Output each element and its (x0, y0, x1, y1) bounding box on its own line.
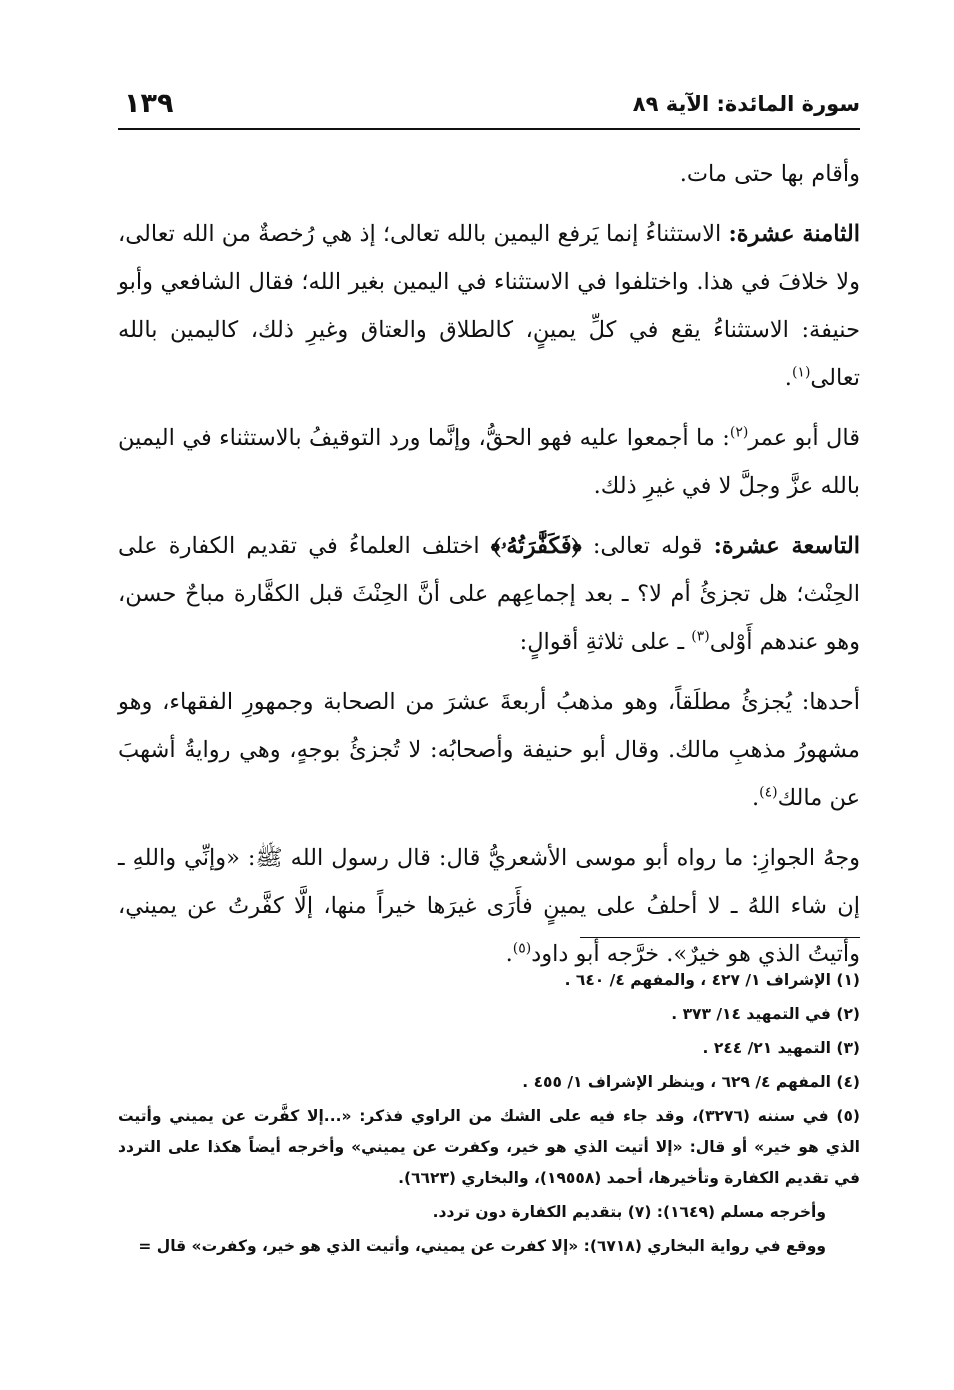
main-text (118, 150, 860, 990)
footnotes-section (118, 965, 860, 1265)
footnote-4: (٤) المفهم ٤/ ٦٢٩ ، وينظر الإشراف ١/ ٤٥٥ . (522, 1073, 860, 1091)
paragraph-text: وجهُ الجوازِ: ما رواه أبو موسى الأشعريُّ قال: قال رسول الله ﷺ: «وإنِّي واللهِ ـ إن شاء اللهُ ـ لا أحلفُ على يمينٍ فأَرَى غيرَها خيراً منها، إلَّا كفَّرتُ عن يميني، وأتيتُ الذي هو خيرٌ». خرَّجه أبو داود (118, 845, 860, 967)
footnote-ref[interactable]: (٤) (759, 784, 778, 801)
section-heading: الثامنة عشرة: (728, 221, 860, 247)
running-title: سورة المائدة: الآية ٨٩ (632, 92, 860, 116)
paragraph-text: قوله تعالى: (581, 533, 714, 559)
page-number: ١٣٩ (124, 88, 174, 119)
footnote-ref[interactable]: (٥) (512, 940, 532, 957)
paragraph-continuation (118, 150, 860, 198)
paragraph-text-continued: اختلف العلماءُ في تقديم الكفارة على الحِنْث؛ هل تجزئُ أم لا؟ ـ بعد إجماعِهم على أنَّ الحِنْثَ قبل الكفَّارة مباحٌ حسن، وهو عندهم أَوْلى (118, 533, 860, 655)
footnote-ref[interactable]: (٢) (729, 424, 749, 441)
paragraph-nineteenth (118, 522, 860, 666)
section-heading: التاسعة عشرة: (713, 533, 860, 559)
quran-quote: ﴿فَكَفَّٰرَتُهُۥ﴾ (490, 533, 582, 559)
footnote-1: (١) الإشراف ١/ ٤٢٧ ، والمفهم ٤/ ٦٤٠ . (564, 971, 860, 989)
footnote-5: (٥) في سننه (٣٢٧٦)، وقد جاء فيه على الشك من الراوي فذكر: «...إلا كفَّرت عن يميني وأتيت الذي هو خير» أو قال: «إلا أتيت الذي هو خير، وكفرت عن يميني» وأخرجه أيضاً هكذا على التردد في تقديم الكفارة وتأخيرها، أحمد (١٩٥٥٨)، والبخاري (٦٦٢٣). (118, 1107, 860, 1187)
paragraph-end: . (751, 785, 760, 811)
paragraph-end: . (784, 365, 792, 391)
footnote-ref[interactable]: (١) (791, 364, 811, 381)
footnote-2: (٢) في التمهيد ١٤/ ٣٧٣ . (671, 1005, 860, 1023)
paragraph-end: . (505, 941, 513, 967)
paragraph-text-end: ـ على ثلاثةِ أقوالٍ: (519, 629, 692, 655)
paragraph-text: وأقام بها حتى مات. (679, 161, 860, 187)
paragraph-text-continued: : ما أجمعوا عليه فهو الحقُّ، وإنَّما ورد التوقيفُ بالاستثناء في اليمين بالله عزَّ وجلَّ لا في غيرِ ذلك. (118, 425, 860, 499)
footnote-3: (٣) التمهيد ٢١/ ٢٤٤ . (702, 1039, 860, 1057)
footnote-5-continued: وأخرجه مسلم (١٦٤٩): (٧) بتقديم الكفارة دون تردد. (432, 1203, 826, 1221)
paragraph-text: أحدها: يُجزئُ مطلَقاً، وهو مذهبُ أربعةَ عشرَ من الصحابة وجمهورِ الفقهاء، وهو مشهورُ مذهبِ مالك. وقال أبو حنيفة وأصحابُه: لا تُجزئُ بوجهٍ، وهي روايةُ أشهبَ عن مالك (118, 689, 860, 811)
paragraph-eighteenth (118, 210, 860, 402)
paragraph-text: الاستثناءُ إنما يَرفع اليمين بالله تعالى؛ إذ هي رُخصةٌ من الله تعالى، ولا خلافَ في هذا. واختلفوا في الاستثناء في اليمين بغير الله؛ فقال الشافعي وأبو حنيفة: الاستثناءُ يقع في كلِّ يمينٍ، كالطلاق والعتاق وغيرِ ذلك، كاليمين بالله تعالى (118, 221, 860, 391)
paragraph-first-opinion (118, 678, 860, 822)
paragraph-text: قال أبو عمر (748, 425, 861, 451)
paragraph-abu-umar (118, 414, 860, 510)
footnote-5-continued-2: ووقع في رواية البخاري (٦٧١٨): «إلا كفرت عن يميني، وأتيت الذي هو خير، وكفرت» قال = (138, 1237, 826, 1255)
page-header (118, 88, 860, 130)
paragraph-hadith (118, 834, 860, 978)
footnote-ref[interactable]: (٣) (691, 628, 710, 645)
footnote-divider (580, 937, 860, 938)
